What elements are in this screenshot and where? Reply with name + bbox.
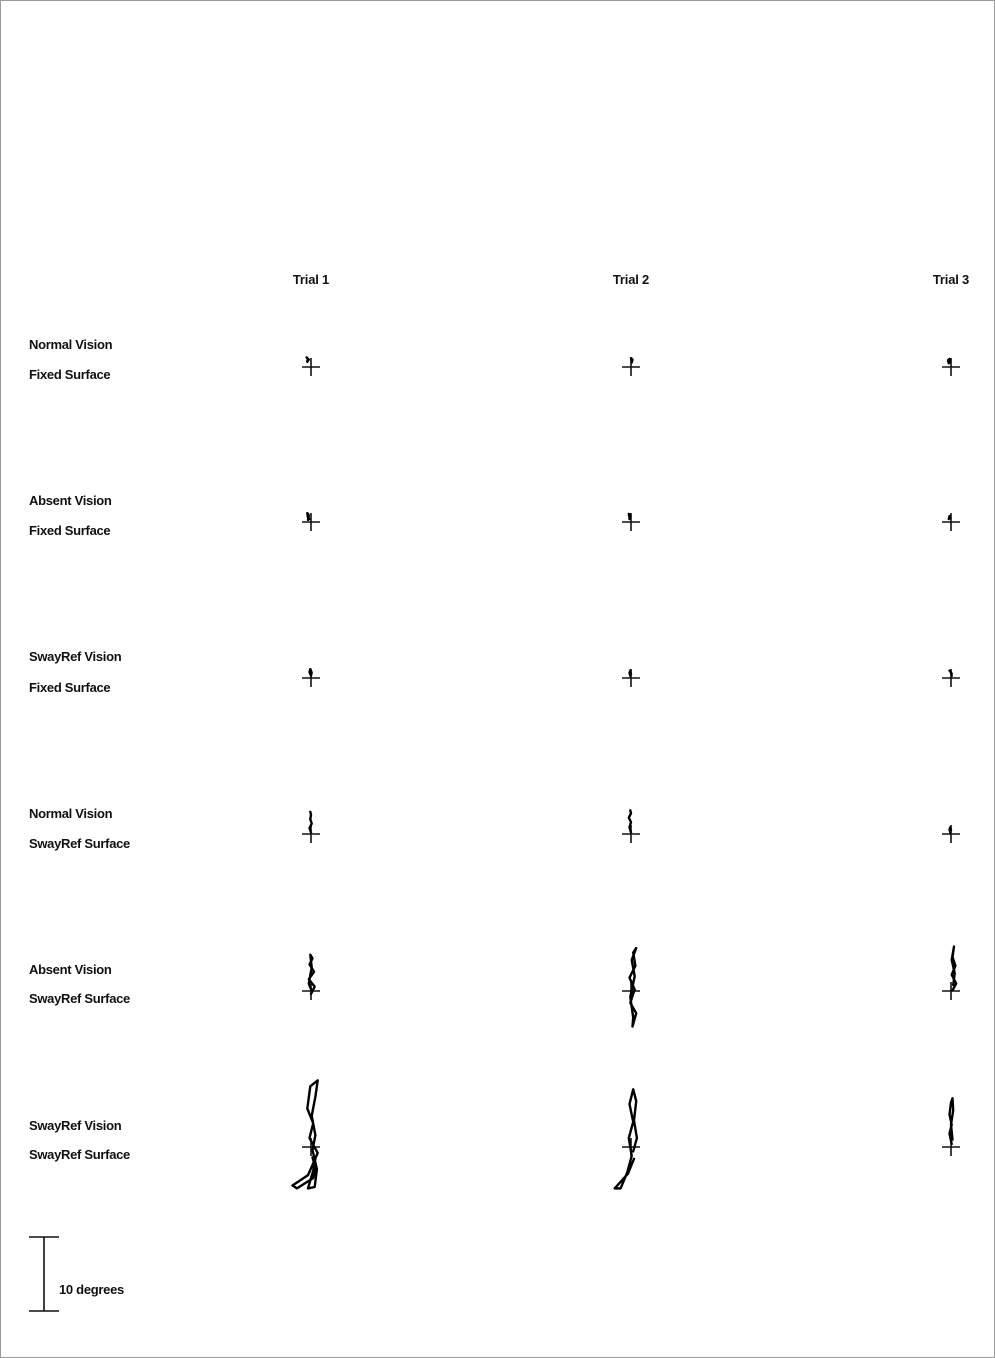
sway-trace-plot [1,1,994,1357]
row-1-surface-label: Fixed Surface [29,367,111,382]
sway-trace-row-1-trial-2 [631,358,633,363]
row-3-vision-label: SwayRef Vision [29,649,122,664]
column-header-trial-2: Trial 2 [612,272,650,287]
sway-trace-row-2-trial-3 [949,516,951,519]
row-1-vision-label: Normal Vision [29,337,113,352]
row-4-surface-label: SwayRef Surface [29,836,130,851]
sway-trace-row-3-trial-2 [630,671,632,676]
row-5-vision-label: Absent Vision [29,962,112,977]
sway-trace-row-3-trial-3 [950,671,952,676]
sway-trace-row-1-trial-3 [948,359,950,363]
column-header-trial-3: Trial 3 [932,272,970,287]
row-2-surface-label: Fixed Surface [29,523,111,538]
sway-trace-row-6-trial-1 [293,1080,318,1188]
sway-trace-row-5-trial-3 [952,947,957,991]
column-header-trial-1: Trial 1 [292,272,330,287]
sway-trace-row-4-trial-2 [629,810,631,832]
sway-trace-row-1-trial-1 [307,357,309,361]
sway-trace-row-3-trial-1 [310,669,312,676]
row-6-vision-label: SwayRef Vision [29,1118,122,1133]
sway-trace-row-5-trial-1 [309,955,315,994]
sway-trace-row-6-trial-2 [615,1089,637,1188]
row-6-surface-label: SwayRef Surface [29,1147,130,1162]
sway-trace-row-6-trial-3 [950,1098,954,1144]
row-5-surface-label: SwayRef Surface [29,991,130,1006]
row-4-vision-label: Normal Vision [29,806,113,821]
sway-trace-row-2-trial-1 [307,513,309,520]
scale-bar-label: 10 degrees [59,1282,124,1297]
row-3-surface-label: Fixed Surface [29,680,111,695]
sway-trace-row-4-trial-3 [950,827,952,832]
row-2-vision-label: Absent Vision [29,493,112,508]
sway-trace-row-2-trial-2 [629,514,631,519]
